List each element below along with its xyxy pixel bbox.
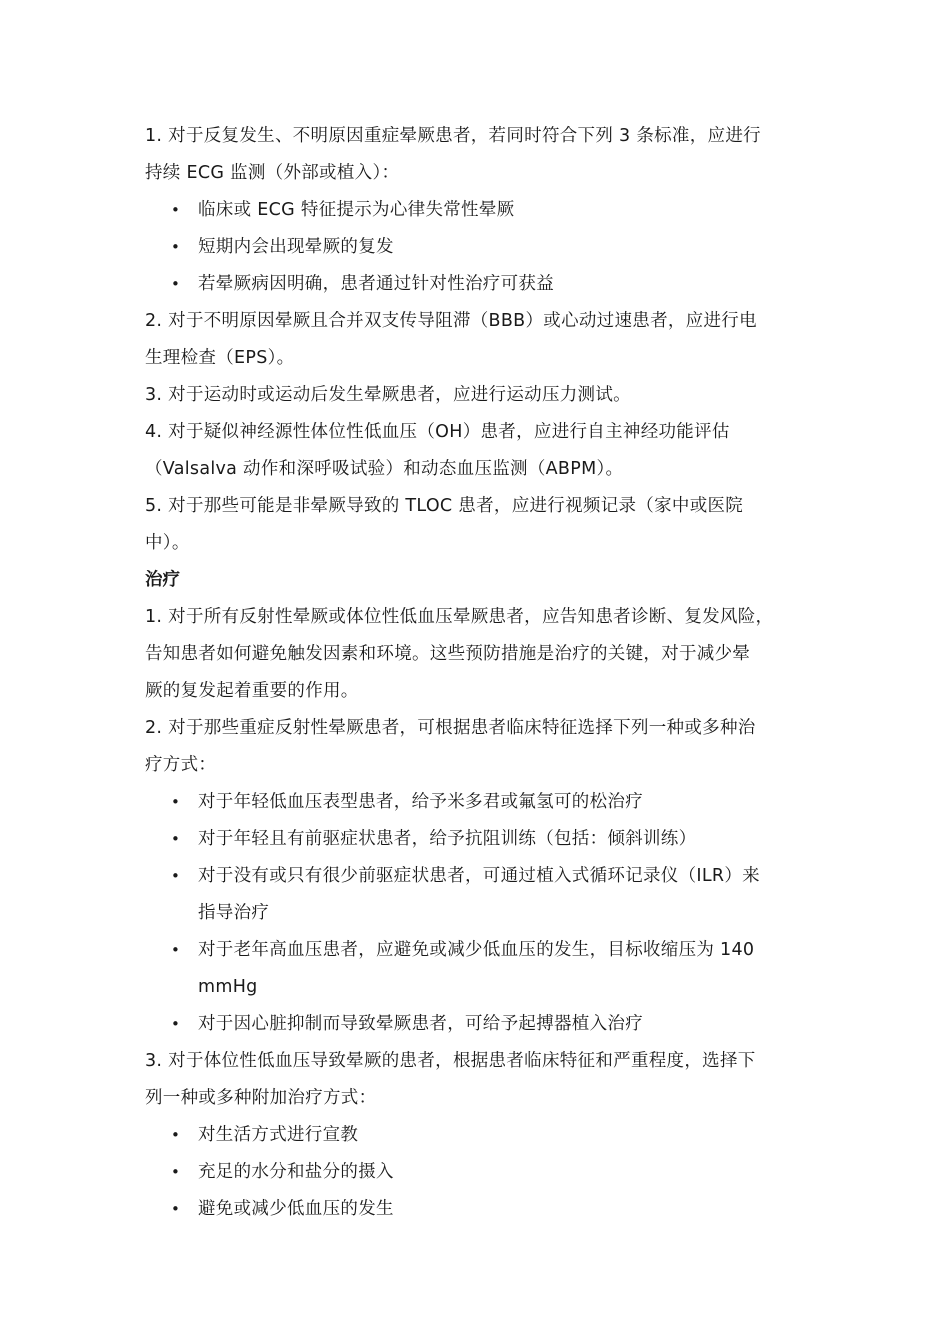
text-line: 2. 对于那些重症反射性晕厥患者，可根据患者临床特征选择下列一种或多种治: [145, 718, 756, 738]
bullet-list-oh-treatments: [145, 1117, 810, 1228]
text-line: 疗方式：: [145, 755, 217, 775]
list-item-text: 指导治疗: [198, 903, 270, 923]
list-item: [145, 1117, 810, 1154]
text-line: 5. 对于那些可能是非晕厥导致的 TLOC 患者，应进行视频记录（家中或医院: [145, 496, 744, 516]
paragraph-diagnosis-3: [145, 377, 810, 414]
bullet-icon: •: [171, 793, 180, 811]
list-item-text: 对于因心脏抑制而导致晕厥患者，可给予起搏器植入治疗: [198, 1014, 643, 1034]
bullet-icon: •: [171, 1015, 180, 1033]
text-line: 1. 对于所有反射性晕厥或体位性低血压晕厥患者，应告知患者诊断、复发风险，: [145, 607, 774, 627]
list-item: [145, 266, 810, 303]
paragraph-diagnosis-5: [145, 488, 810, 562]
list-item: [145, 192, 810, 229]
list-item-text: 临床或 ECG 特征提示为心律失常性晕厥: [198, 200, 515, 220]
list-item: [145, 1006, 810, 1043]
list-item: [145, 229, 810, 266]
list-item: [145, 821, 810, 858]
paragraph-treatment-1: [145, 599, 810, 710]
paragraph-diagnosis-4: [145, 414, 810, 488]
paragraph-diagnosis-1: [145, 118, 810, 192]
list-item-text: 充足的水分和盐分的摄入: [198, 1162, 394, 1182]
document-page: [145, 118, 810, 1228]
bullet-icon: •: [171, 1126, 180, 1144]
text-line: 3. 对于体位性低血压导致晕厥的患者，根据患者临床特征和严重程度，选择下: [145, 1051, 756, 1071]
list-item-text: 短期内会出现晕厥的复发: [198, 237, 394, 257]
bullet-icon: •: [171, 1163, 180, 1181]
bullet-icon: •: [171, 275, 180, 293]
text-line: 4. 对于疑似神经源性体位性低血压（OH）患者，应进行自主神经功能评估: [145, 422, 730, 442]
list-item-text: 对生活方式进行宣教: [198, 1125, 359, 1145]
text-line: 3. 对于运动时或运动后发生晕厥患者，应进行运动压力测试。: [145, 385, 631, 405]
list-item: [145, 1191, 810, 1228]
list-item-text: 对于年轻且有前驱症状患者，给予抗阻训练（包括：倾斜训练）: [198, 829, 697, 849]
bullet-list-reflex-treatments: [145, 784, 810, 1043]
list-item: [145, 858, 810, 932]
paragraph-treatment-3: [145, 1043, 810, 1117]
list-item-text: 避免或减少低血压的发生: [198, 1199, 394, 1219]
text-line: 列一种或多种附加治疗方式：: [145, 1088, 377, 1108]
text-line: 1. 对于反复发生、不明原因重症晕厥患者，若同时符合下列 3 条标准，应进行: [145, 126, 761, 146]
bullet-icon: •: [171, 238, 180, 256]
bullet-list-ecg-criteria: [145, 192, 810, 303]
list-item-text: 对于年轻低血压表型患者，给予米多君或氟氢可的松治疗: [198, 792, 643, 812]
text-line: 厥的复发起着重要的作用。: [145, 681, 359, 701]
bullet-icon: •: [171, 941, 180, 959]
paragraph-diagnosis-2: [145, 303, 810, 377]
bullet-icon: •: [171, 867, 180, 885]
list-item: [145, 1154, 810, 1191]
list-item-text: 对于老年高血压患者，应避免或减少低血压的发生，目标收缩压为 140: [198, 940, 755, 960]
text-line: （Valsalva 动作和深呼吸试验）和动态血压监测（ABPM）。: [145, 459, 624, 479]
bullet-icon: •: [171, 1200, 180, 1218]
text-line: 生理检查（EPS）。: [145, 348, 295, 368]
list-item-text: mmHg: [198, 977, 258, 997]
text-line: 持续 ECG 监测（外部或植入）：: [145, 163, 400, 183]
list-item-text: 对于没有或只有很少前驱症状患者，可通过植入式循环记录仪（ILR）来: [198, 866, 760, 886]
list-item-text: 若晕厥病因明确，患者通过针对性治疗可获益: [198, 274, 554, 294]
paragraph-treatment-2: [145, 710, 810, 784]
text-line: 2. 对于不明原因晕厥且合并双支传导阻滞（BBB）或心动过速患者，应进行电: [145, 311, 757, 331]
text-line: 中）。: [145, 533, 190, 553]
list-item: [145, 784, 810, 821]
text-line: 告知患者如何避免触发因素和环境。这些预防措施是治疗的关键，对于减少晕: [145, 644, 751, 664]
section-heading-treatment: 治疗: [145, 570, 180, 590]
bullet-icon: •: [171, 830, 180, 848]
list-item: [145, 932, 810, 1006]
bullet-icon: •: [171, 201, 180, 219]
